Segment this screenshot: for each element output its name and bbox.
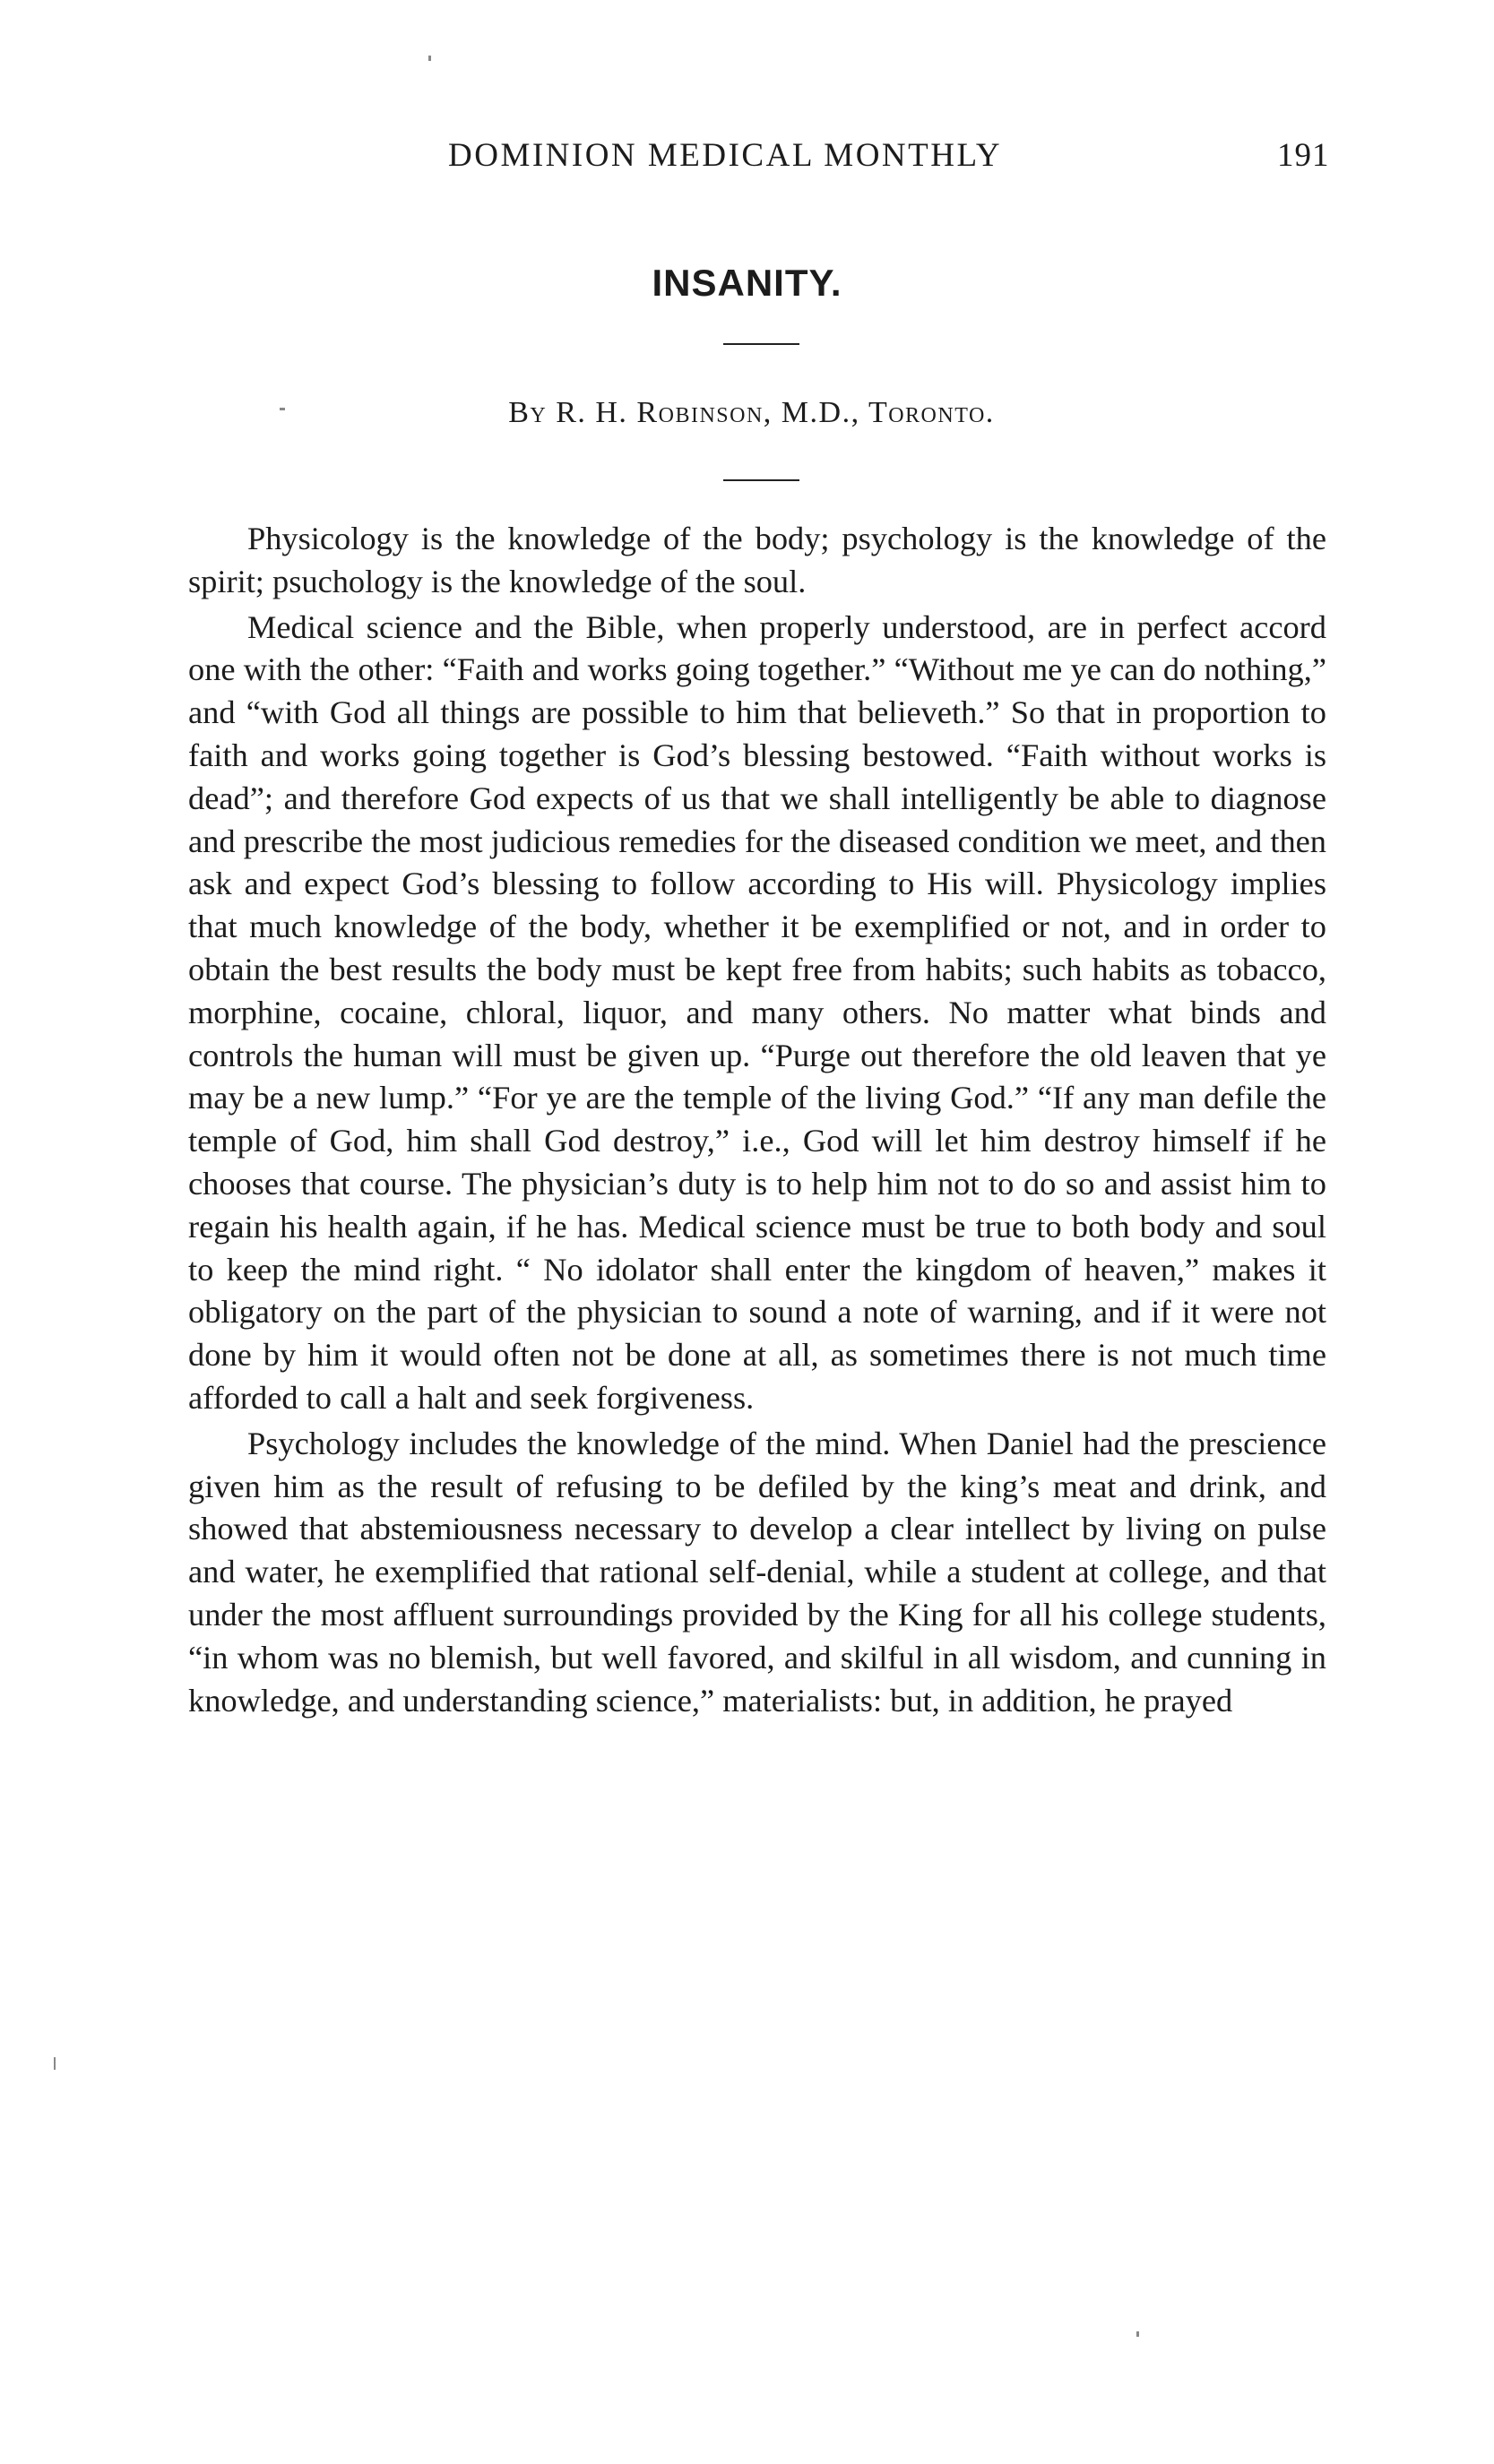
byline-divider <box>723 479 799 481</box>
paragraph: Medical science and the Bible, when properly understood, are in perfect accord one with the other: “Faith and works going together.” “Without me ye can do nothing,” and “with God all things are possible to him that believeth.” So that in proportion to faith and works going together is God’s blessing bestowed. “Faith without works is dead”; and therefore God expects of us that we shall intelligently be able to diagnose and prescribe the most judicious remedies for the diseased condition we meet, and then ask and expect God’s blessing to follow according to His will. Physicology implies that much knowledge of the body, whether it be exemplified or not, and in order to obtain the best results the body must be kept free from habits; such habits as tobacco, morphine, cocaine, chloral, liquor, and many others. No matter what binds and controls the human will must be given up. “Purge out therefore the old leaven that ye may be a new lump.” “For ye are the temple of the living God.” “If any man defile the temple of God, him shall God destroy,” i.e., God will let him destroy himself if he chooses that course. The physician’s duty is to help him not to do so and assist him to regain his health again, if he has. Medical science must be true to both body and soul to keep the mind right. “ No idolator shall enter the kingdom of heaven,” makes it obligatory on the part of the physician to sound a note of warning, and if it were not done by him it would often not be done at all, as sometimes there is not much time afforded to call a halt and seek forgiveness. <box>188 608 1326 1416</box>
article-body <box>188 518 1326 1725</box>
print-speck <box>1136 2331 1139 2337</box>
running-head <box>439 136 1335 181</box>
paragraph: Psychology includes the knowledge of the mind. When Daniel had the prescience given him as the result of refusing to be defiled by the king’s meat and drink, and showed that abstemiousness necessary to develop a clear intellect by living on pulse and water, he exemplified that rational self-denial, while a student at college, and that under the most affluent surroundings provided by the King for all his college students, “in whom was no blemish, but well favored, and skilful in all wisdom, and cunning in knowledge, and understanding science,” materialists: but, in addition, he prayed <box>188 1425 1326 1719</box>
page-number: 191 <box>1277 137 1330 174</box>
paragraph: Physicology is the knowledge of the body; psychology is the knowledge of the spirit; psuchology is the knowledge of the soul. <box>188 521 1326 599</box>
print-speck <box>280 408 285 410</box>
print-speck <box>428 56 431 61</box>
running-title: DOMINION MEDICAL MONTHLY <box>448 137 1003 174</box>
print-speck <box>54 2057 56 2070</box>
author-byline: By R. H. Robinson, M.D., Toronto. <box>508 396 995 429</box>
article-title: INSANITY. <box>652 262 842 304</box>
title-divider <box>723 343 799 345</box>
